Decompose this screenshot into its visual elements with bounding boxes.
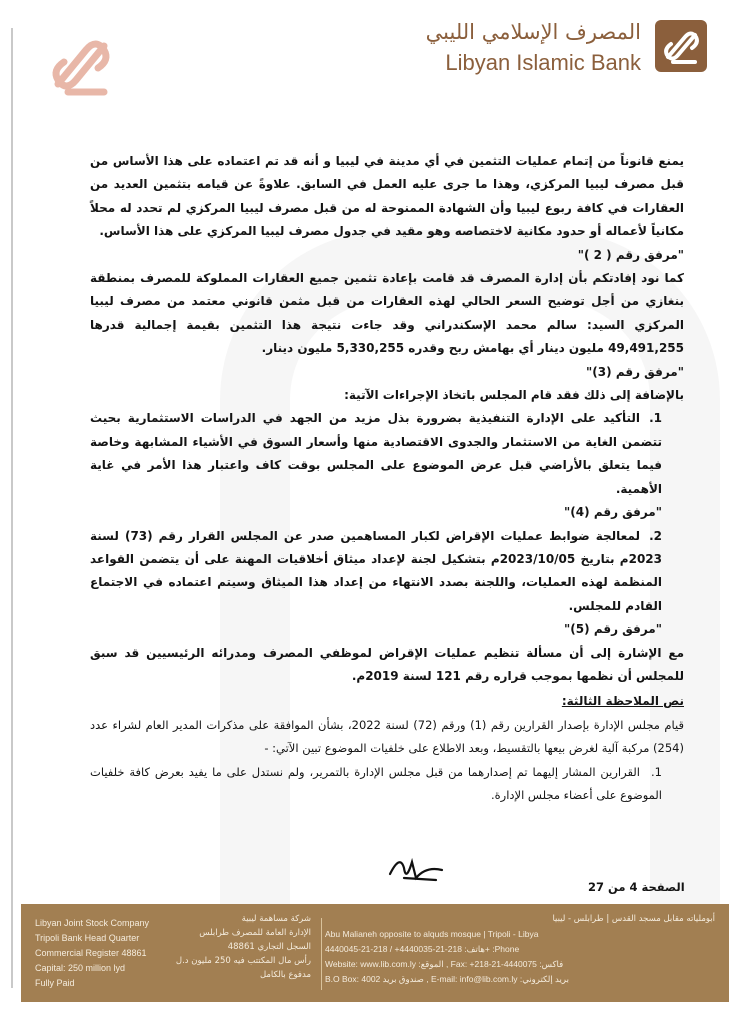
footer-ar-line: السجل التجاري 48861 bbox=[227, 942, 311, 952]
paragraph-1: يمنع قانوناً من إتمام عمليات التثمين في أي مدينة في ليبيا و أنه قد تم اعتماده على هذا الأساس من قبل مصرف ليبيا المركزي، وهذا ما جرى عليه العمل في السابق. علاوةً عن قيامه بتثمين العديد من العقارات في كافة ربوع ليبيا وأن الشهادة الممنوحة له من قبل مصرف ليبيا المركزي لم تحدد له محلاً مكانياً لأعماله أو حدود مكانية لاختصاصه وهو مقيد في جدول مصرف ليبيا المركزي على هذا الأساس. bbox=[90, 154, 684, 239]
attachment-ref-5: "مرفق رقم (5)" bbox=[564, 622, 662, 637]
footer-ar-line: مدفوع بالكامل bbox=[259, 970, 311, 980]
paragraph-2: كما نود إفادتكم بأن إدارة المصرف قد قامت بإعادة تثمين جميع العقارات المملوكة للمصرف بمنطقة بنغازي من أجل توضيح السعر الحالي لهذه العقارات من قبل مثمن قانوني معتمد من مصرف ليبيا المركزي السيد: سالم محمد الإسكندراني وقد جاءت نتيجة هذا التثمين بقيمة إجمالية قدرها 49,491,255 مليون دينار أي بهامش ربح وقدره 5,330,255 مليون دينار. bbox=[90, 271, 684, 356]
attachment-ref-2: "مرفق رقم ( 2 )" bbox=[577, 247, 684, 262]
footer-address-en: Abu Malianeh opposite to alquds mosque | Tripoli - Libya bbox=[325, 929, 539, 939]
footer-address-ar: أبوملياته مقابل مسجد القدس | طرابلس - ليبيا bbox=[552, 914, 715, 924]
list-item-2 bbox=[90, 525, 662, 619]
footer-ar-line: شركة مساهمة ليبية bbox=[241, 914, 311, 924]
watermark-logo-icon bbox=[38, 22, 124, 108]
list-item-1 bbox=[90, 407, 662, 501]
footer-en-line: Libyan Joint Stock Company bbox=[35, 918, 150, 928]
footer-company-ar bbox=[175, 912, 311, 982]
footer-en-line: Fully Paid bbox=[35, 978, 75, 988]
footer-divider bbox=[321, 918, 322, 990]
list-item-2-number: 2. bbox=[649, 528, 662, 543]
footer-web-fax: Website: www.lib.com.ly :الموقع , Fax: +218-21-4440075 :فاكس bbox=[325, 959, 564, 969]
letterhead bbox=[407, 20, 707, 80]
footer bbox=[21, 904, 729, 1002]
bank-name-en: Libyan Islamic Bank bbox=[445, 50, 641, 75]
footer-company-en bbox=[35, 916, 149, 991]
footer-mail: B.O Box: 4002 صندوق بريد , E-mail: info@lib.com.ly :بريد إلكتروني bbox=[325, 974, 569, 984]
attachment-ref-3: "مرفق رقم (3)" bbox=[586, 364, 684, 379]
page-number: الصفحة 4 من 27 bbox=[588, 880, 685, 894]
footer-contact bbox=[325, 912, 715, 987]
bank-name-ar: المصرف الإسلامي الليبي bbox=[425, 20, 641, 44]
list-item-3 bbox=[90, 761, 662, 808]
paragraph-4: مع الإشارة إلى أن مسألة تنظيم عمليات الإقراض لموظفي المصرف ومدرائه الرئيسيين قد سبق للمجلس أن نظمها بموجب قراره رقم 121 لسنة 2019م. bbox=[90, 645, 684, 683]
footer-en-line: Capital: 250 million lyd bbox=[35, 963, 126, 973]
footer-ar-line: الإدارة العامة للمصرف طرابلس bbox=[199, 928, 311, 938]
scan-edge bbox=[11, 28, 13, 988]
paragraph-3: بالإضافة إلى ذلك فقد قام المجلس باتخاذ الإجراءات الآتية: bbox=[344, 388, 684, 403]
list-item-2-text: لمعالجة ضوابط عمليات الإقراض لكبار المساهمين صدر عن المجلس القرار رقم (73) لسنة 2023م بتاريخ 2023/10/05م بتشكيل لجنة لإعداد ميثاق أخلاقيات المهنة على أن يتضمن القواعد المنظمة لهذه العمليات، واللجنة بصدد الانتهاء من إعداد هذا الميثاق وسيتم اعتماده في الاجتماع القادم للمجلس. bbox=[90, 528, 663, 613]
footer-ar-line: رأس مال المكتتب فيه 250 مليون د.ل bbox=[175, 956, 311, 966]
footer-en-line: Tripoli Bank Head Quarter bbox=[35, 933, 140, 943]
list-item-1-text: التأكيد على الإدارة التنفيذية بضرورة بذل مزيد من الجهد في الدراسات الاستثمارية بحيث تتضمن الغاية من الاستثمار والجدوى الاقتصادية منها وأسعار السوق في الأشياء المشابهة وخاصة فيما يتعلق بالأراضي قبل عرض الموضوع على المجلس بوقت كاف واعتبار هذا الأمر في غاية الأهمية. bbox=[90, 411, 662, 496]
footer-phones: هاتف: 218-21-4440035+ / 218-21-4440045+ :Phone bbox=[325, 944, 520, 954]
bank-logo-icon bbox=[655, 20, 707, 72]
list-item-1-number: 1. bbox=[649, 411, 662, 426]
paragraph-5: قيام مجلس الإدارة بإصدار القرارين رقم (1) ورقم (72) لسنة 2022، بشأن الموافقة على مذكرات المدير العام لشراء عدد (254) مركبة آلية لغرض بيعها بالتقسيط، وبعد الاطلاع على خلفيات الموضوع تبين الآتي: - bbox=[90, 717, 684, 756]
footer-en-line: Commercial Register 48861 bbox=[35, 948, 147, 958]
list-item-3-text: القرارين المشار إليهما تم إصدارهما من قبل مجلس الإدارة بالتمرير، ولم نستدل على ما يفيد بعرض كافة خلفيات الموضوع على أعضاء مجلس الإدارة. bbox=[90, 764, 662, 802]
list-item-3-number: 1. bbox=[651, 764, 662, 779]
signature bbox=[382, 848, 452, 888]
attachment-ref-4: "مرفق رقم (4)" bbox=[564, 505, 662, 520]
letter-body bbox=[90, 150, 684, 807]
section-heading-3: نص الملاحظة الثالثة: bbox=[561, 694, 684, 709]
